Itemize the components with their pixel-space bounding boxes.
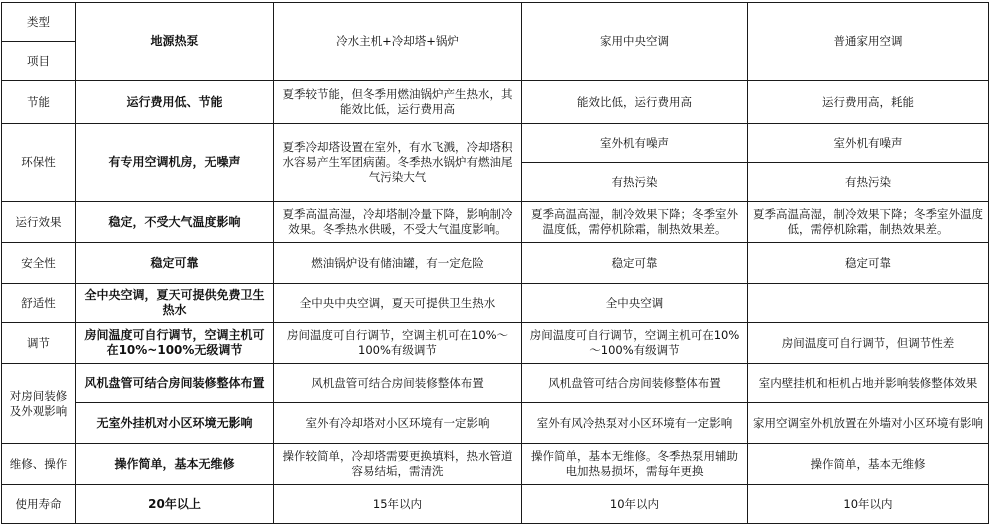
env-ground: 有专用空调机房，无噪声 xyxy=(108,155,241,169)
grid-line xyxy=(1,363,989,364)
maint-chiller: 操作较简单，冷却塔需要更换填料，热水管道容易结垢，需清洗 xyxy=(282,449,513,478)
comfort-chiller: 全中央中央空调，夏天可提供卫生热水 xyxy=(299,295,496,310)
grid-line xyxy=(1,484,989,485)
env-central-heat: 有热污染 xyxy=(611,174,658,189)
row-label-effect: 运行效果 xyxy=(15,214,62,229)
header-col-split-ac: 普通家用空调 xyxy=(833,34,903,48)
env-chiller: 夏季冷却塔设置在室外，有水飞溅，冷却塔积水容易产生军团病菌。冬季热水锅炉有燃油尾气污染大气 xyxy=(282,140,513,184)
env-split-heat: 有热污染 xyxy=(845,174,891,189)
header-col-home-central-ac: 家用中央空调 xyxy=(600,34,669,48)
row-label-energy: 节能 xyxy=(27,94,50,109)
energy-split: 运行费用高，耗能 xyxy=(822,94,914,109)
row-label-decoration: 对房间装修及外观影响 xyxy=(9,388,68,418)
header-item-label: 项目 xyxy=(27,53,50,68)
decor-central-indoor: 风机盘管可结合房间装修整体布置 xyxy=(548,375,721,390)
grid-line xyxy=(1,523,989,524)
grid-line xyxy=(1,80,989,81)
effect-split: 夏季高温高湿，制冷效果下降；冬季室外温度低，需停机除霜，制热效果差。 xyxy=(753,207,983,236)
energy-chiller: 夏季较节能，但冬季用燃油锅炉产生热水，其能效比低，运行费用高 xyxy=(282,87,513,116)
effect-chiller: 夏季高温高湿，冷却塔制冷量下降，影响制冷效果。冬季热水供暖，不受大气温度影响。 xyxy=(282,207,513,236)
comfort-central: 全中央空调 xyxy=(605,295,664,310)
header-col-chiller-boiler: 冷水主机+冷却塔+锅炉 xyxy=(336,34,459,48)
adjust-central: 房间温度可自行调节，空调主机可在10%～100%有级调节 xyxy=(529,328,740,357)
comfort-ground: 全中央空调，夏天可提供免费卫生热水 xyxy=(84,288,265,317)
adjust-ground: 房间温度可自行调节，空调主机可在10%~100%无级调节 xyxy=(84,328,265,357)
decor-chiller-outdoor: 室外有冷却塔对小区环境有一定影响 xyxy=(305,415,490,430)
maint-central: 操作简单，基本无维修。冬季热泵用辅助电加热易损坏，需每年更换 xyxy=(531,449,738,478)
row-label-comfort: 舒适性 xyxy=(21,295,56,310)
decor-chiller-indoor: 风机盘管可结合房间装修整体布置 xyxy=(311,375,484,390)
grid-line xyxy=(1,2,989,3)
decor-split-indoor: 室内壁挂机和柜机占地并影响装修整体效果 xyxy=(758,375,978,390)
life-split: 10年以内 xyxy=(843,496,893,511)
row-label-lifespan: 使用寿命 xyxy=(15,496,62,511)
row-label-maintenance: 维修、操作 xyxy=(9,456,68,471)
decor-ground-indoor: 风机盘管可结合房间装修整体布置 xyxy=(84,375,265,390)
adjust-chiller: 房间温度可自行调节，空调主机可在10%～100%有级调节 xyxy=(286,328,509,357)
decor-ground-outdoor: 无室外挂机对小区环境无影响 xyxy=(96,415,253,430)
row-label-environment: 环保性 xyxy=(21,155,56,169)
maint-split: 操作简单，基本无维修 xyxy=(810,456,926,471)
life-central: 10年以内 xyxy=(609,496,660,511)
life-chiller: 15年以内 xyxy=(372,496,423,511)
grid-line xyxy=(1,201,989,202)
env-central-noise: 室外机有噪声 xyxy=(600,135,669,150)
energy-central: 能效比低，运行费用高 xyxy=(577,94,692,109)
env-split-noise: 室外机有噪声 xyxy=(833,135,903,150)
grid-line xyxy=(1,242,989,243)
decor-split-outdoor: 家用空调室外机放置在外墙对小区环境有影响 xyxy=(753,415,983,430)
effect-central: 夏季高温高湿，制冷效果下降；冬季室外温度低，需停机除霜，制热效果差。 xyxy=(531,207,738,236)
safety-chiller: 燃油锅炉设有储油罐，有一定危险 xyxy=(311,255,484,270)
header-type-label: 类型 xyxy=(27,14,50,29)
header-col-ground-source-heat-pump: 地源热泵 xyxy=(150,34,199,48)
life-ground: 20年以上 xyxy=(148,496,201,511)
energy-ground: 运行费用低、节能 xyxy=(126,94,223,109)
safety-split: 稳定可靠 xyxy=(845,255,891,270)
grid-line xyxy=(1,123,989,124)
maint-ground: 操作简单，基本无维修 xyxy=(114,456,235,471)
grid-line xyxy=(75,402,989,403)
comfort-split xyxy=(748,284,988,322)
effect-ground: 稳定，不受大气温度影响 xyxy=(108,214,241,229)
row-label-adjust: 调节 xyxy=(27,335,50,350)
safety-ground: 稳定可靠 xyxy=(150,255,199,270)
grid-line xyxy=(1,41,76,42)
adjust-split: 房间温度可自行调节，但调节性差 xyxy=(781,335,955,350)
safety-central: 稳定可靠 xyxy=(611,255,658,270)
grid-line xyxy=(1,443,989,444)
decor-central-outdoor: 室外有风冷热泵对小区环境有一定影响 xyxy=(536,415,733,430)
grid-line xyxy=(1,322,989,323)
grid-line xyxy=(1,283,989,284)
grid-line xyxy=(521,162,989,163)
row-label-safety: 安全性 xyxy=(21,255,56,270)
